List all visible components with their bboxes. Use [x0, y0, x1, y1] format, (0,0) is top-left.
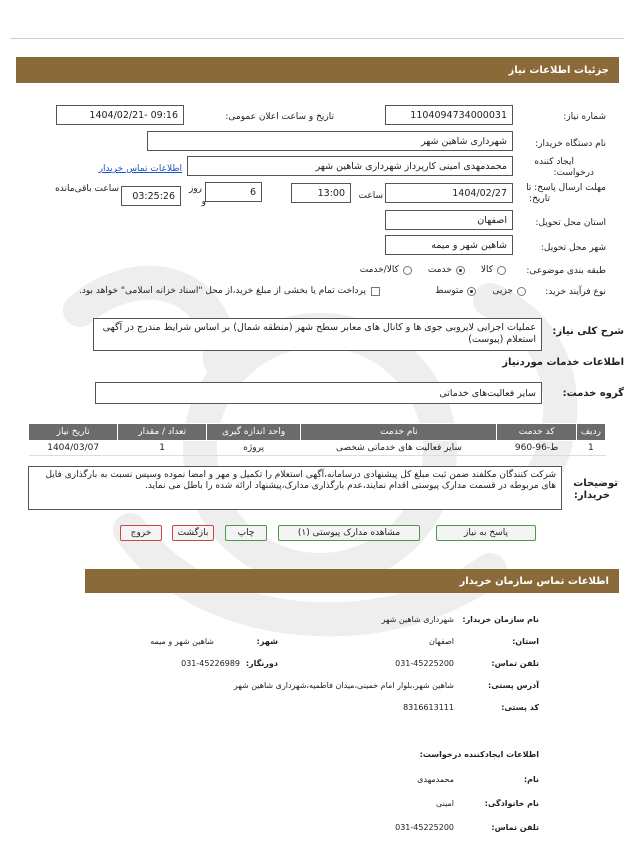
column-header: نام خدمت [301, 424, 497, 441]
contact-postal-value: 8316613111 [403, 703, 454, 712]
buyer-contact-link[interactable]: اطلاعات تماس خریدار [98, 164, 182, 174]
page-title: جزئیات اطلاعات نیاز [508, 64, 609, 76]
checkbox-icon[interactable] [371, 287, 380, 296]
announce-field: 1404/02/21- 09:16 [56, 105, 184, 125]
contact-title: اطلاعات تماس سازمان خریدار [459, 575, 609, 587]
buyer-org-field: شهرداری شاهین شهر [147, 131, 513, 151]
summary-label: شرح کلی نیاز: [552, 326, 624, 337]
process-radio-group [435, 286, 526, 296]
contact-phone-value: 031-45225200 [395, 659, 454, 668]
contact-address-label: آدرس پستی: [488, 681, 539, 690]
process-label: نوع فرآیند خرید: [545, 287, 606, 297]
service-group-label: گروه خدمت: [562, 388, 624, 399]
contact-phone-label: تلفن تماس: [491, 659, 539, 668]
radio-icon[interactable] [517, 287, 526, 296]
contact-fax-label: دورنگار: [245, 659, 278, 668]
announce-label: تاریخ و ساعت اعلان عمومی: [225, 112, 334, 122]
exit-button[interactable]: خروج [120, 525, 162, 541]
contact-province-value: اصفهان [428, 637, 454, 646]
creator-label-2: درخواست: [553, 168, 594, 178]
creator-name-label: نام: [523, 775, 539, 784]
attachments-button[interactable]: مشاهده مدارک پیوستی (۱) [278, 525, 420, 541]
contact-header [85, 569, 619, 593]
radio-selected-icon[interactable] [456, 266, 465, 275]
services-table [28, 423, 606, 456]
creator-field: محمدمهدی امینی کارپرداز شهرداری شاهین شهر [187, 156, 513, 176]
contact-fax-value: 031-45226989 [181, 659, 240, 668]
day-suffix: و [201, 197, 206, 207]
need-number-field: 1104094734000031 [385, 105, 513, 125]
creator-name-value: محمدمهدی [417, 775, 454, 784]
table-cell: 1404/03/07 [29, 441, 118, 456]
print-button[interactable]: چاپ [225, 525, 267, 541]
service-group-field: سایر فعالیت‌های خدماتی [95, 382, 542, 404]
remaining-time-field: 03:25:26 [121, 186, 181, 206]
deadline-time-field: 13:00 [291, 183, 351, 203]
city-field: شاهین شهر و میمه [385, 235, 513, 255]
table-row [29, 441, 606, 456]
column-header: تعداد / مقدار [118, 424, 207, 441]
table-cell: 1 [576, 441, 605, 456]
table-cell: ط-96-960 [497, 441, 576, 456]
table-cell: سایر فعالیت های خدماتی شخصی [301, 441, 497, 456]
contact-org-value: شهرداری شاهین شهر [381, 615, 454, 624]
day-label: روز [188, 184, 202, 194]
category-option-service[interactable]: خدمت [428, 265, 465, 275]
column-header: تاریخ نیاز [29, 424, 118, 441]
back-button[interactable]: بازگشت [172, 525, 214, 541]
table-cell: پروژه [206, 441, 300, 456]
buyer-notes-label-2: خریدار: [573, 490, 610, 501]
summary-field: عملیات اجرایی لایروبی جوی ها و کانال های معابر سطح شهر (منطقه شمال) بر اساس شرایط مندرج در آگهی استعلام (پیوست) [93, 318, 542, 351]
province-label: استان محل تحویل: [535, 218, 606, 228]
watermark-logo [20, 250, 620, 670]
category-option-goods[interactable]: کالا [481, 265, 506, 275]
category-label: طبقه بندی موضوعی: [526, 266, 606, 276]
table-cell: 1 [118, 441, 207, 456]
creator-family-label: نام خانوادگی: [484, 799, 539, 808]
column-header: کد خدمت [497, 424, 576, 441]
contact-postal-label: کد پستی: [501, 703, 539, 712]
hour-label: ساعت [358, 191, 383, 201]
contact-city-label: شهر: [256, 637, 278, 646]
category-radio-group [360, 265, 506, 275]
process-option-medium[interactable]: متوسط [435, 286, 476, 296]
reply-button[interactable]: پاسخ به نیاز [436, 525, 536, 541]
contact-city-value: شاهین شهر و میمه [150, 637, 214, 646]
contact-org-label: نام سازمان خریدار: [462, 615, 539, 624]
top-divider [10, 38, 624, 39]
province-field: اصفهان [385, 210, 513, 230]
days-field: 6 [205, 182, 262, 202]
deadline-label-2: تاریخ: [529, 194, 550, 204]
process-option-minor[interactable]: جزیی [492, 286, 526, 296]
column-header: ردیف [576, 424, 605, 441]
creator-label: ایجاد کننده [534, 157, 574, 167]
page-header [16, 57, 619, 83]
services-title: اطلاعات خدمات موردنیاز [502, 357, 624, 368]
radio-selected-icon[interactable] [467, 287, 476, 296]
remaining-label: ساعت باقی‌مانده [55, 184, 119, 194]
radio-icon[interactable] [497, 266, 506, 275]
treasury-payment-option[interactable] [79, 286, 380, 296]
contact-province-label: استان: [512, 637, 539, 646]
contact-address-value: شاهین شهر،بلوار امام خمینی،میدان فاطمیه،شهرداری شاهین شهر [233, 681, 454, 690]
creator-phone-value: 031-45225200 [395, 823, 454, 832]
deadline-date-field: 1404/02/27 [385, 183, 513, 203]
creator-phone-label: تلفن تماس: [491, 823, 539, 832]
city-label: شهر محل تحویل: [540, 243, 606, 253]
payment-note: پرداخت تمام یا بخشی از مبلغ خرید،از محل "اسناد خزانه اسلامی" خواهد بود. [78, 286, 366, 296]
need-number-label: شماره نیاز: [563, 112, 606, 122]
column-header: واحد اندازه گیری [206, 424, 300, 441]
category-option-goods-service[interactable]: کالا/خدمت [360, 265, 412, 275]
radio-icon[interactable] [403, 266, 412, 275]
buyer-org-label: نام دستگاه خریدار: [535, 139, 606, 149]
buyer-notes-label: توضیحات [573, 478, 618, 489]
creator-family-value: امینی [435, 799, 454, 808]
deadline-label: مهلت ارسال پاسخ: تا [526, 183, 606, 193]
buyer-notes-field: شرکت کنندگان مکلفند ضمن ثبت مبلغ کل پیشنهادی درسامانه،آگهی استعلام را تکمیل و مهر و امضا نموده وسپس نسبت به بارگذاری فایل های مربوطه در قسمت مدارک پیوستی اقدام نمایند،عدم بارگذاری مدارک،پیشنهاد ارائه شده را باطل می نماید. [28, 466, 562, 510]
creator-info-title: اطلاعات ایجادکننده درخواست: [419, 750, 539, 759]
